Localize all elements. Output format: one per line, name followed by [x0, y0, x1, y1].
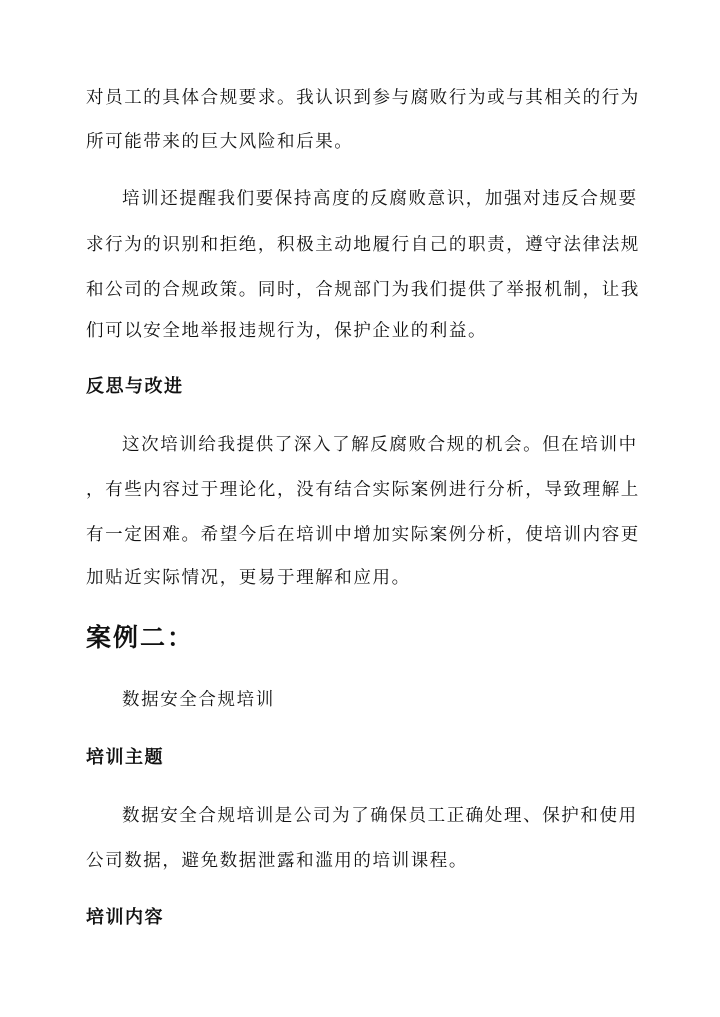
paragraph-line: 公司数据，避免数据泄露和滥用的培训课程。 [86, 851, 468, 871]
section-heading-reflection: 反思与改进 [86, 376, 184, 397]
paragraph-line: 有一定困难。希望今后在培训中增加实际案例分析，使培训内容更 [86, 525, 640, 545]
case-two-title: 数据安全合规培训 [122, 690, 275, 710]
paragraph-line: 和公司的合规政策。同时，合规部门为我们提供了举报机制，让我 [86, 280, 640, 300]
paragraph-line: 求行为的识别和拒绝，积极主动地履行自己的职责，遵守法律法规 [86, 235, 640, 255]
section-heading-content: 培训内容 [86, 907, 164, 928]
paragraph-line: 加贴近实际情况，更易于理解和应用。 [86, 568, 411, 588]
paragraph-line: 所可能带来的巨大风险和后果。 [86, 132, 354, 152]
paragraph-line: 这次培训给我提供了深入了解反腐败合规的机会。但在培训中 [122, 435, 638, 455]
paragraph-line: 们可以安全地举报违规行为，保护企业的利益。 [86, 321, 488, 341]
paragraph-line: 数据安全合规培训是公司为了确保员工正确处理、保护和使用 [122, 806, 638, 826]
paragraph-line: ，有些内容过于理论化，没有结合实际案例进行分析，导致理解上 [86, 480, 640, 500]
paragraph-line: 培训还提醒我们要保持高度的反腐败意识，加强对违反合规要 [122, 189, 638, 209]
section-heading-topic: 培训主题 [86, 747, 164, 768]
paragraph-line: 对员工的具体合规要求。我认识到参与腐败行为或与其相关的行为 [86, 88, 640, 108]
case-two-heading: 案例二： [86, 623, 195, 652]
